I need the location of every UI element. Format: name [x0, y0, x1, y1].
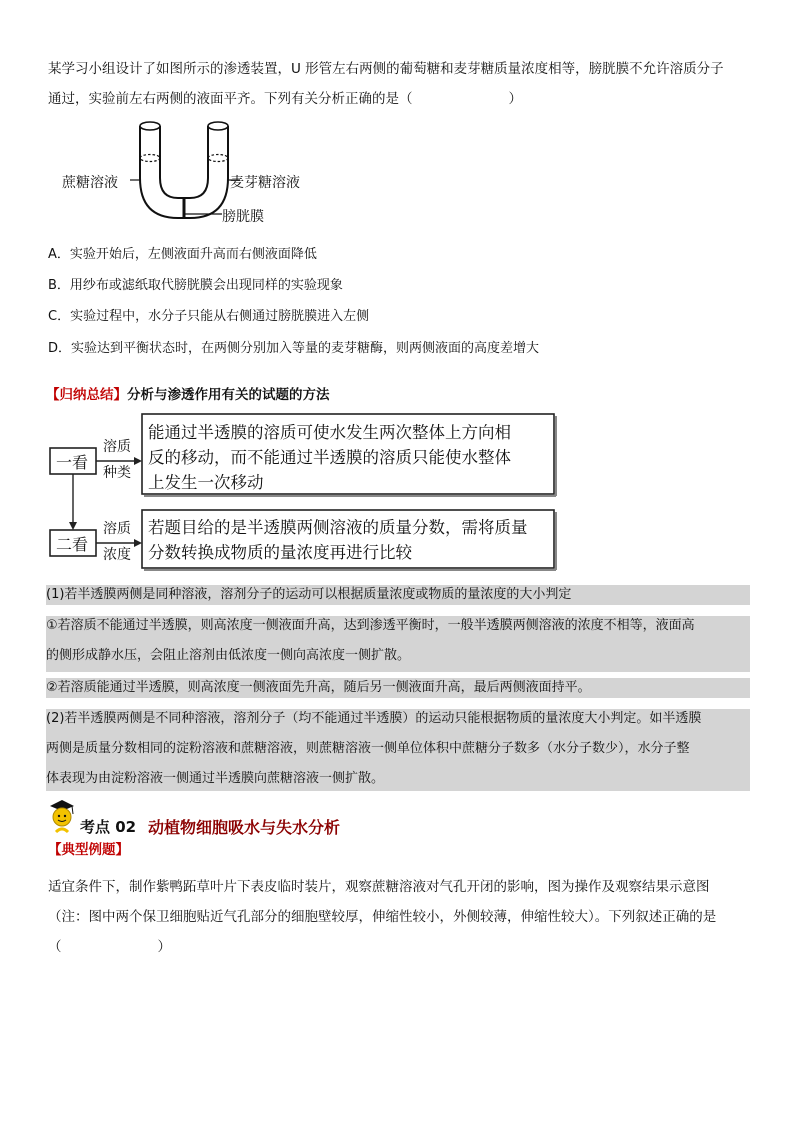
question-1-stem — [48, 54, 748, 114]
step-two-arrow-bottom-label: 浓度 — [103, 547, 131, 563]
option-a[interactable]: A．实验开始后，左侧液面升高而右侧液面降低 — [48, 247, 317, 262]
option-b[interactable]: B．用纱布或滤纸取代膀胱膜会出现同样的实验现象 — [48, 278, 343, 293]
step-one-arrow-top-label: 溶质 — [103, 439, 131, 455]
summary-tag: 【归纳总结】 — [46, 387, 127, 403]
question-2-line-2: （注：图中两个保卫细胞贴近气孔部分的细胞壁较厚，伸缩性较小，外侧较薄，伸缩性较大）。下列叙述正确的是 — [48, 909, 717, 925]
summary-point-1: (1)若半透膜两侧是同种溶液，溶剂分子的运动可以根据质量浓度或物质的量浓度的大小判定 — [46, 585, 750, 605]
label-bladder-membrane: 膀胱膜 — [222, 209, 264, 225]
summary-title: 分析与渗透作用有关的试题的方法 — [127, 387, 330, 403]
summary-point-1a: ①若溶质不能通过半透膜，则高浓度一侧液面升高，达到渗透平衡时，一般半透膜两侧溶液的浓度不相等，液面高 的侧形成静水压，会阻止溶剂由低浓度一侧向高浓度一侧扩散。 — [46, 616, 750, 672]
analysis-flowchart — [48, 412, 574, 578]
example-heading: 【典型例题】 — [48, 842, 129, 858]
question-1-line-1: 某学习小组设计了如图所示的渗透装置，U 形管左右两侧的葡萄糖和麦芽糖质量浓度相等，膀胱膜不允许溶质分子 — [48, 61, 724, 77]
step-two-box-text: 若题目给的是半透膜两侧溶液的质量分数，需将质量 分数转换成物质的量浓度再进行比较 — [148, 518, 528, 562]
student-mascot-icon — [46, 798, 78, 834]
question-1-line-2: 通过，实验前左右两侧的液面平齐。下列有关分析正确的是（ ） — [48, 91, 522, 107]
step-one-label: 一看 — [56, 453, 89, 472]
summary-point-1b: ②若溶质能通过半透膜，则高浓度一侧液面先升高，随后另一侧液面升高，最后两侧液面持平。 — [46, 678, 750, 698]
summary-heading — [46, 383, 330, 403]
step-one-box-text: 能通过半透膜的溶质可使水发生两次整体上方向相 反的移动，而不能通过半透膜的溶质只能使水整体 上发生一次移动 — [148, 423, 511, 492]
step-two-label: 二看 — [56, 535, 89, 554]
label-sucrose-solution: 蔗糖溶液 — [62, 175, 118, 191]
summary-point-2: (2)若半透膜两侧是不同种溶液，溶剂分子（均不能通过半透膜）的运动只能根据物质的量浓度大小判定。如半透膜 两侧是质量分数相同的淀粉溶液和蔗糖溶液，则蔗糖溶液一侧单位体积中蔗糖分子数多（水分子数少），水分子整 体表现为由淀粉溶液一侧通过半透膜向蔗糖溶液一侧扩散。 — [46, 709, 750, 791]
question-2-line-3: （ ） — [48, 939, 171, 955]
kaodian-label: 考点 02 — [80, 818, 137, 836]
question-2-line-1: 适宜条件下，制作紫鸭跖草叶片下表皮临时装片，观察蔗糖溶液对气孔开闭的影响，图为操作及观察结果示意图 — [48, 879, 710, 895]
kaodian-title: 动植物细胞吸水与失水分析 — [148, 818, 341, 837]
question-2-stem — [48, 872, 716, 962]
option-d[interactable]: D．实验达到平衡状态时，在两侧分别加入等量的麦芽糖酶，则两侧液面的高度差增大 — [48, 341, 540, 356]
step-two-arrow-top-label: 溶质 — [103, 521, 131, 537]
step-one-arrow-bottom-label: 种类 — [103, 465, 131, 481]
label-maltose-solution: 麦芽糖溶液 — [230, 175, 300, 191]
option-c[interactable]: C．实验过程中，水分子只能从右侧通过膀胱膜进入左侧 — [48, 309, 370, 324]
